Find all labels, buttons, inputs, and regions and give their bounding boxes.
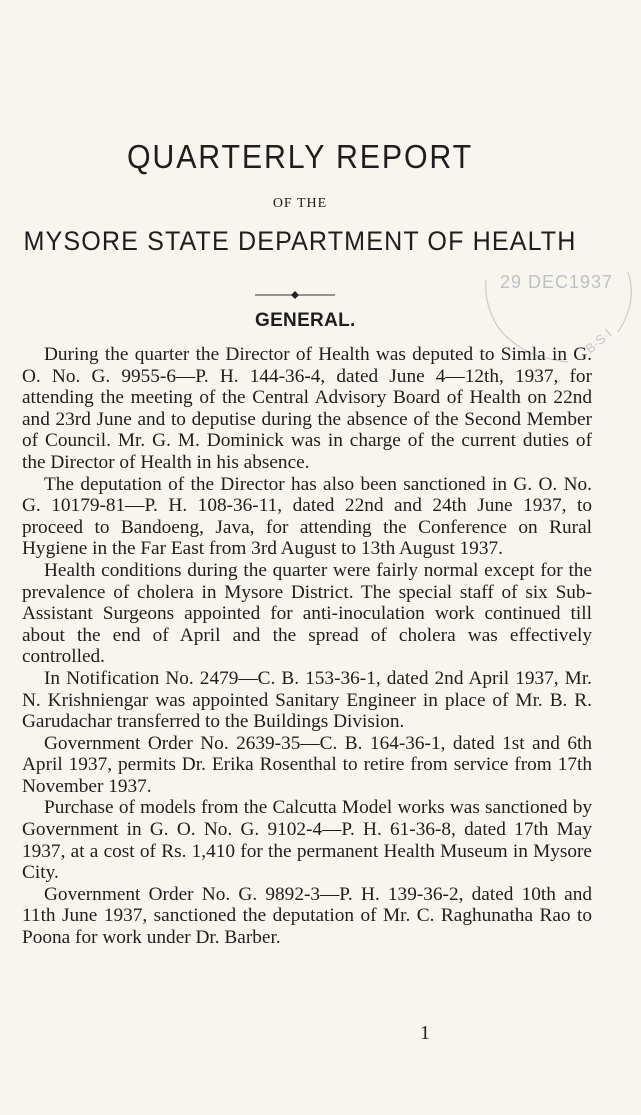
report-body <box>22 344 592 949</box>
divider-ornament <box>255 290 335 300</box>
svg-text:B·S·I: B·S·I <box>582 325 615 357</box>
stamp-date: 29 DEC1937 <box>500 272 614 292</box>
paragraph: The deputation of the Director has also been sanctioned in G. O. No. G. 10179-81—P. H. 108-36-11, dated 22nd and 24th June 1937, to proceed to Bandoeng, Java, for attending the Conference on Rural Hygiene in the Far East from 3rd August to 13th August 1937. <box>22 473 592 560</box>
paragraph: Purchase of models from the Calcutta Model works was sanctioned by Government in G. O. No. G. 9102-4—P. H. 61-36-8, dated 17th May 1937, at a cost of Rs. 1,410 for the permanent Health Museum in Mysore City. <box>22 797 592 884</box>
report-subtitle: OF THE <box>272 196 328 211</box>
paragraph: During the quarter the Director of Health was deputed to Simla in G. O. No. G. 9955-6—P. H. 144-36-4, dated June 4—12th, 1937, for attending the meeting of the Central Advisory Board of Health on 22nd and 23rd June and to deputise during the absence of the Second Member of Council. Mr. G. M. Dominick was in charge of the current duties of the Director of Health in his absence. <box>22 344 592 473</box>
section-heading: GENERAL. <box>255 310 356 331</box>
paragraph: In Notification No. 2479—C. B. 153-36-1, dated 2nd April 1937, Mr. N. Krishniengar was appointed Sanitary Engineer in place of Mr. B. R. Garudachar transferred to the Buildings Division. <box>22 667 592 733</box>
paragraph: Government Order No. G. 9892-3—P. H. 139-36-2, dated 10th and 11th June 1937, sanctioned the deputation of Mr. C. Raghunatha Rao to Poona for work under Dr. Barber. <box>22 883 592 949</box>
department-name: MYSORE STATE DEPARTMENT OF HEALTH <box>23 226 577 256</box>
paragraph: Government Order No. 2639-35—C. B. 164-36-1, dated 1st and 6th April 1937, permits Dr. Erika Rosenthal to retire from service from 17th November 1937. <box>22 732 592 797</box>
paragraph: Health conditions during the quarter were fairly normal except for the prevalence of cholera in Mysore District. The special staff of six Sub-Assistant Surgeons appointed for anti-inoculation work continued till about the end of April and the spread of cholera was effectively controlled. <box>22 559 592 668</box>
page-number: 1 <box>420 1022 430 1044</box>
report-title: QUARTERLY REPORT <box>126 138 474 175</box>
